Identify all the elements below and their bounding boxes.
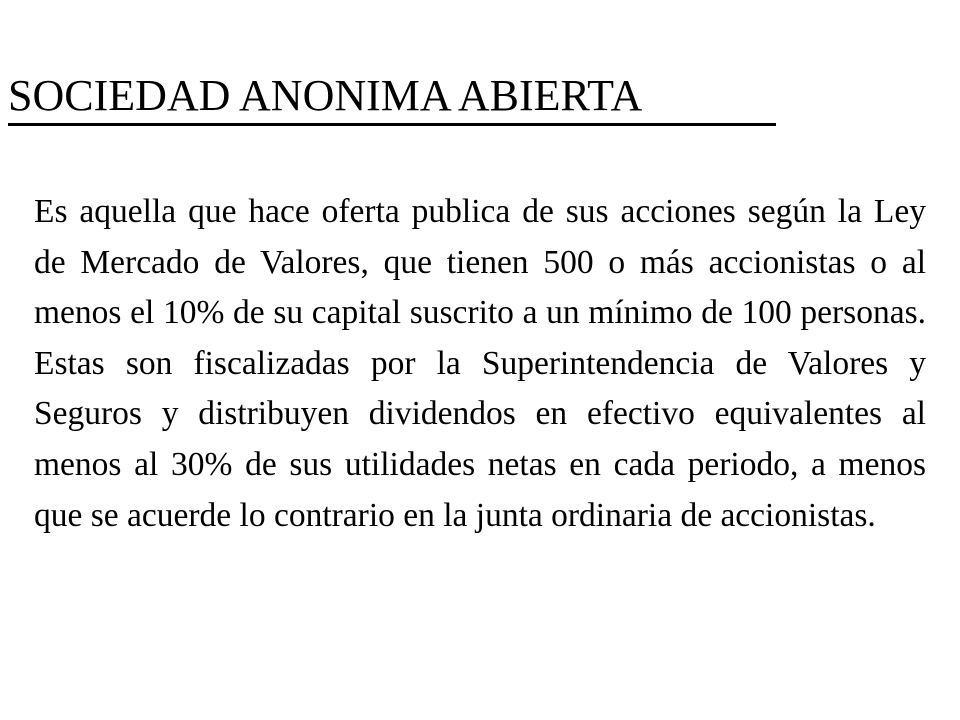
- title-underline: [8, 123, 776, 126]
- slide-body-text: Es aquella que hace oferta publica de sus acciones según la Ley de Mercado de Valores, que tienen 500 o más accionistas o al menos el 10% de su capital suscrito a un mínimo de 100 personas. Estas son fiscalizadas por la Superintendencia de Valores y Seguros y distribuyen dividendos en efectivo equivalentes al menos al 30% de sus utilidades netas en cada periodo, a menos que se acuerde lo contrario en la junta ordinaria de accionistas.: [34, 193, 926, 534]
- slide-title: SOCIEDAD ANONIMA ABIERTA: [8, 71, 643, 120]
